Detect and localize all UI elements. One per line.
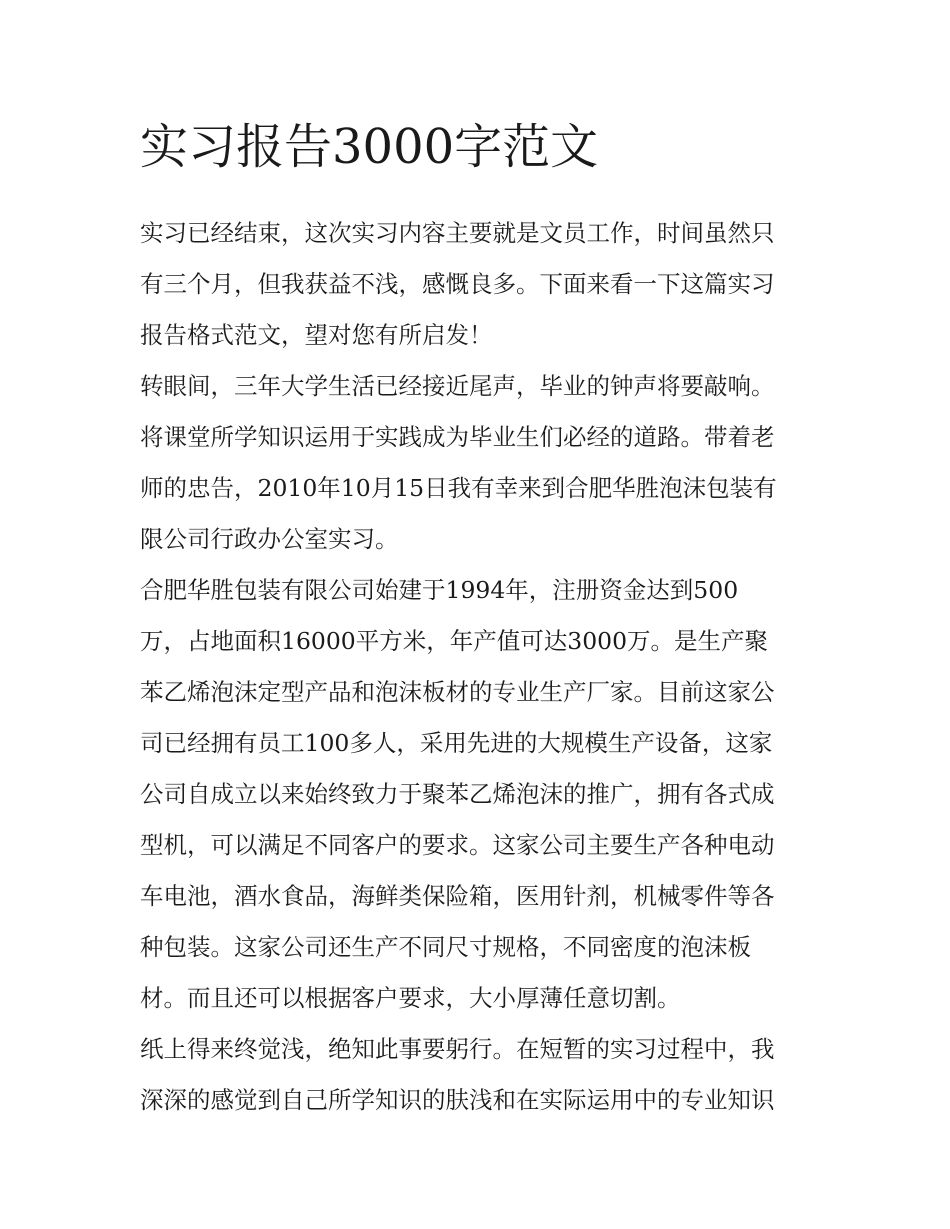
paragraph-line: 限公司行政办公室实习。 bbox=[140, 525, 399, 553]
paragraph-line: 纸上得来终觉浅，绝知此事要躬行。在短暂的实习过程中，我 bbox=[140, 1035, 775, 1063]
paragraph-line: 将课堂所学知识运用于实践成为毕业生们必经的道路。带着老 bbox=[140, 423, 775, 451]
paragraph-background bbox=[140, 361, 820, 565]
paragraph-line: 材。而且还可以根据客户要求，大小厚薄任意切割。 bbox=[140, 984, 681, 1012]
paragraph-line: 师的忠告，2010年10月15日我有幸来到合肥华胜泡沫包装有 bbox=[140, 474, 777, 502]
paragraph-line: 合肥华胜包装有限公司始建于1994年，注册资金达到500 bbox=[140, 576, 739, 604]
paragraph-line: 型机，可以满足不同客户的要求。这家公司主要生产各种电动 bbox=[140, 831, 775, 859]
paragraph-line: 万，占地面积16000平方米，年产值可达3000万。是生产聚 bbox=[140, 627, 769, 655]
document-body bbox=[140, 112, 820, 1126]
paragraph-line: 车电池，酒水食品，海鲜类保险箱，医用针剂，机械零件等各 bbox=[140, 882, 775, 910]
paragraph-line: 深深的感觉到自己所学知识的肤浅和在实际运用中的专业知识 bbox=[140, 1086, 775, 1114]
paragraph-line: 报告格式范文，望对您有所启发！ bbox=[140, 321, 493, 349]
paragraph-line: 实习已经结束，这次实习内容主要就是文员工作，时间虽然只 bbox=[140, 219, 775, 247]
paragraph-line: 转眼间，三年大学生活已经接近尾声，毕业的钟声将要敲响。 bbox=[140, 372, 775, 400]
document-title: 实习报告3000字范文 bbox=[140, 119, 599, 175]
paragraph-line: 有三个月，但我获益不浅，感慨良多。下面来看一下这篇实习 bbox=[140, 270, 775, 298]
paragraph-intro bbox=[140, 208, 820, 361]
paragraph-line: 种包装。这家公司还生产不同尺寸规格，不同密度的泡沫板 bbox=[140, 933, 751, 961]
paragraph-line: 司已经拥有员工100多人，采用先进的大规模生产设备，这家 bbox=[140, 729, 773, 757]
paragraph-company bbox=[140, 565, 820, 1024]
paragraph-reflection bbox=[140, 1024, 820, 1126]
paragraph-line: 公司自成立以来始终致力于聚苯乙烯泡沫的推广，拥有各式成 bbox=[140, 780, 775, 808]
paragraph-line: 苯乙烯泡沫定型产品和泡沫板材的专业生产厂家。目前这家公 bbox=[140, 678, 775, 706]
